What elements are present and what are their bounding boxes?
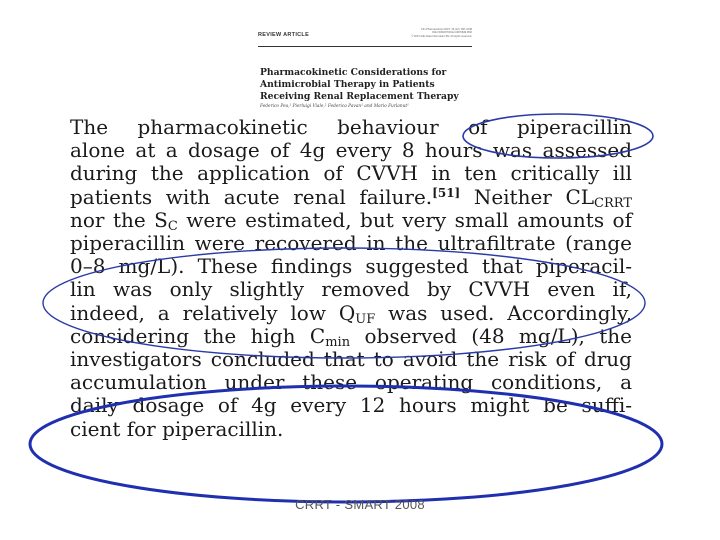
text-line [70,278,632,301]
body-paragraph [70,116,632,441]
meta-line: © 2007 Adis Data Information BV. All rights reserved. [411,34,472,38]
subscript: CRRT [594,195,632,211]
text-line [70,394,632,417]
subscript: min [325,334,351,350]
text-run: during the application of CVVH in ten critically ill [70,161,632,186]
text-run: piperacillin were recovered in the ultrafiltrate (range [70,231,632,256]
text-run: daily dosage of 4g every 12 hours might be suffi- [70,393,632,418]
text-line [70,348,632,371]
reference-marker: [51] [432,185,461,200]
text-line [70,209,632,232]
text-run: The pharmacokinetic behaviour of piperacillin [70,115,632,139]
text-run: lin was only slightly removed by CVVH even if, [70,277,632,302]
text-line [70,139,632,162]
text-run: Neither CL [460,184,595,209]
text-line [70,232,632,255]
article-title [260,67,480,103]
slide-footer: CRRT - SMART 2008 [295,497,425,512]
text-run: considering the high C [70,323,326,348]
text-line [70,371,632,394]
text-run: indeed, a relatively low Q [70,300,356,325]
text-line [70,302,632,325]
text-run: patients with acute renal failure. [70,184,433,209]
journal-header [258,28,472,47]
meta-line: 0312-5963/07/0012-0997/$49.95/0 [432,31,472,35]
text-run: nor the S [70,207,168,232]
text-run: 0–8 mg/L). These findings suggested that piperacil- [70,254,632,279]
text-run: cient for piperacillin. [70,416,284,441]
text-line [70,116,632,139]
title-line: Pharmacokinetic Considerations for [260,67,447,78]
text-line [70,255,632,278]
title-line: Antimicrobial Therapy in Patients [260,79,435,90]
title-line: Receiving Renal Replacement Therapy [260,91,459,102]
journal-meta [394,28,472,38]
article-authors: Federico Pea,¹ Pierluigi Viale,² Federica Pavan¹ and Mario Furlanut¹ [260,104,409,109]
text-line [70,162,632,185]
subscript: UF [355,311,376,327]
subscript: C [167,218,178,234]
text-run: investigators concluded that to avoid the risk of drug [70,347,632,372]
text-run: was used. Accordingly, [375,300,633,325]
text-run: were estimated, but very small amounts of [177,207,632,232]
text-run: observed (48 mg/L), the [350,323,633,348]
text-run: alone at a dosage of 4g every 8 hours was assessed [70,138,632,163]
text-run: accumulation under these operating conditions, a [70,370,632,395]
text-line [70,325,632,348]
text-line [70,418,632,441]
section-label: REVIEW ARTICLE [258,32,310,38]
text-line [70,186,632,209]
meta-line: Clin Pharmacokinet 2007; 46 (12): 997-1038 [420,28,472,31]
